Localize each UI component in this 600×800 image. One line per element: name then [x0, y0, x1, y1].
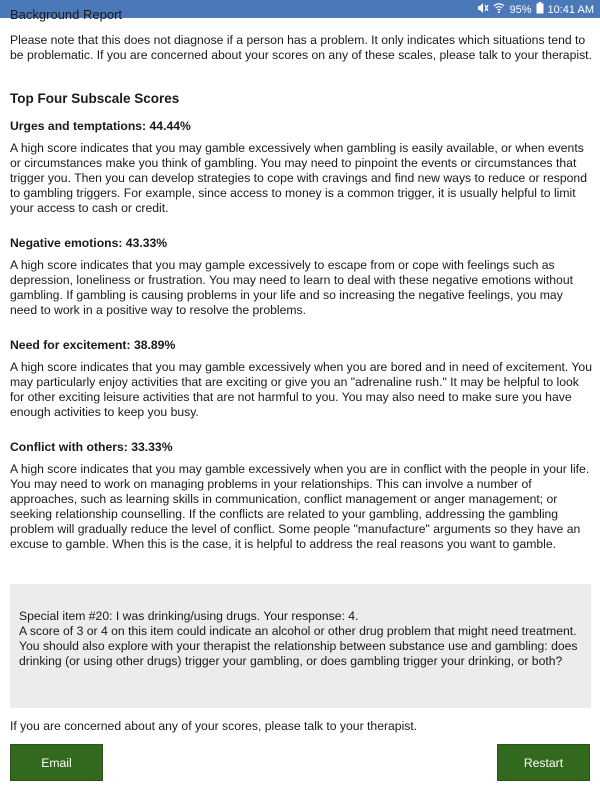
status-indicators [477, 2, 594, 18]
subscale-negative-emotions [10, 236, 592, 318]
closing-text: If you are concerned about any of your scores, please talk to your therapist. [10, 719, 418, 733]
subscale-text: A high score indicates that you may gamble excessively when you are in conflict with the people in your life. You may need to work on managing problems in your relationships. This can involve a number of approaches, such as learning skills in communication, conflict management or anger management; or seeking relationship counselling. If the conflicts are related to your gambling, addressing the gambling problem will gradually reduce the level of conflict. Some people "manufacture" arguments so they have an excuse to gamble. When this is the case, it is helpful to address the real reasons you want to gamble. [10, 462, 590, 551]
restart-button[interactable]: Restart [497, 744, 590, 781]
subscale-conflict [10, 440, 592, 552]
intro-text: Please note that this does not diagnose if a person has a problem. It only indicates which situations tend to be problematic. If you are concerned about your scores on any of these scales, please talk to your therapist. [10, 33, 592, 62]
subscale-heading: Conflict with others: 33.33% [10, 440, 173, 454]
battery-level: 95% [509, 4, 532, 16]
special-item-response: Special item #20: I was drinking/using drugs. Your response: 4. [19, 609, 359, 623]
battery-icon [536, 2, 544, 18]
special-item-box [10, 584, 591, 708]
subscale-text: A high score indicates that you may gamble excessively when you are bored and in need of excitement. You may particularly enjoy activities that are exciting or give you an "adrenaline rush." It may be helpful to look for other exciting leisure activities that are not harmful to you. You may also need to make sure you have enough activities to keep you busy. [10, 360, 592, 419]
subscale-text: A high score indicates that you may gample excessively to escape from or cope with feelings such as depression, loneliness or frustration. You may need to learn to deal with these negative emotions without gambling. If gambling is causing problems in your life and so increasing the negative feelings, you may need to work in a positive way to resolve the problems. [10, 258, 573, 317]
report-content [10, 33, 592, 572]
subscale-text: A high score indicates that you may gamble excessively when gambling is easily available, or when events or circumstances make you think of gambling. You may need to pinpoint the events or circumstances that trigger you. Then you can develop strategies to cope with cravings and find new ways to reduce or respond to gambling triggers. For example, since access to money is a common trigger, it is usually helpful to limit your access to cash or credit. [10, 141, 587, 215]
subscale-heading: Negative emotions: 43.33% [10, 236, 168, 250]
special-item-explanation: A score of 3 or 4 on this item could indicate an alcohol or other drug problem that might need treatment. You should also explore with your therapist the relationship between substance use and gambling: does drinking (or using other drugs) trigger your gambling, or does gambling trigger your drinking, or both? [19, 624, 578, 668]
subscale-heading: Need for excitement: 38.89% [10, 338, 176, 352]
mute-icon [477, 2, 489, 18]
subscale-urges [10, 119, 592, 216]
section-title: Top Four Subscale Scores [10, 91, 180, 106]
email-button[interactable]: Email [10, 744, 103, 781]
subscale-excitement [10, 338, 592, 420]
subscale-heading: Urges and temptations: 44.44% [10, 119, 191, 133]
status-time: 10:41 AM [547, 4, 594, 16]
wifi-icon [493, 2, 505, 18]
cut-off-heading: Background Report [10, 7, 123, 22]
